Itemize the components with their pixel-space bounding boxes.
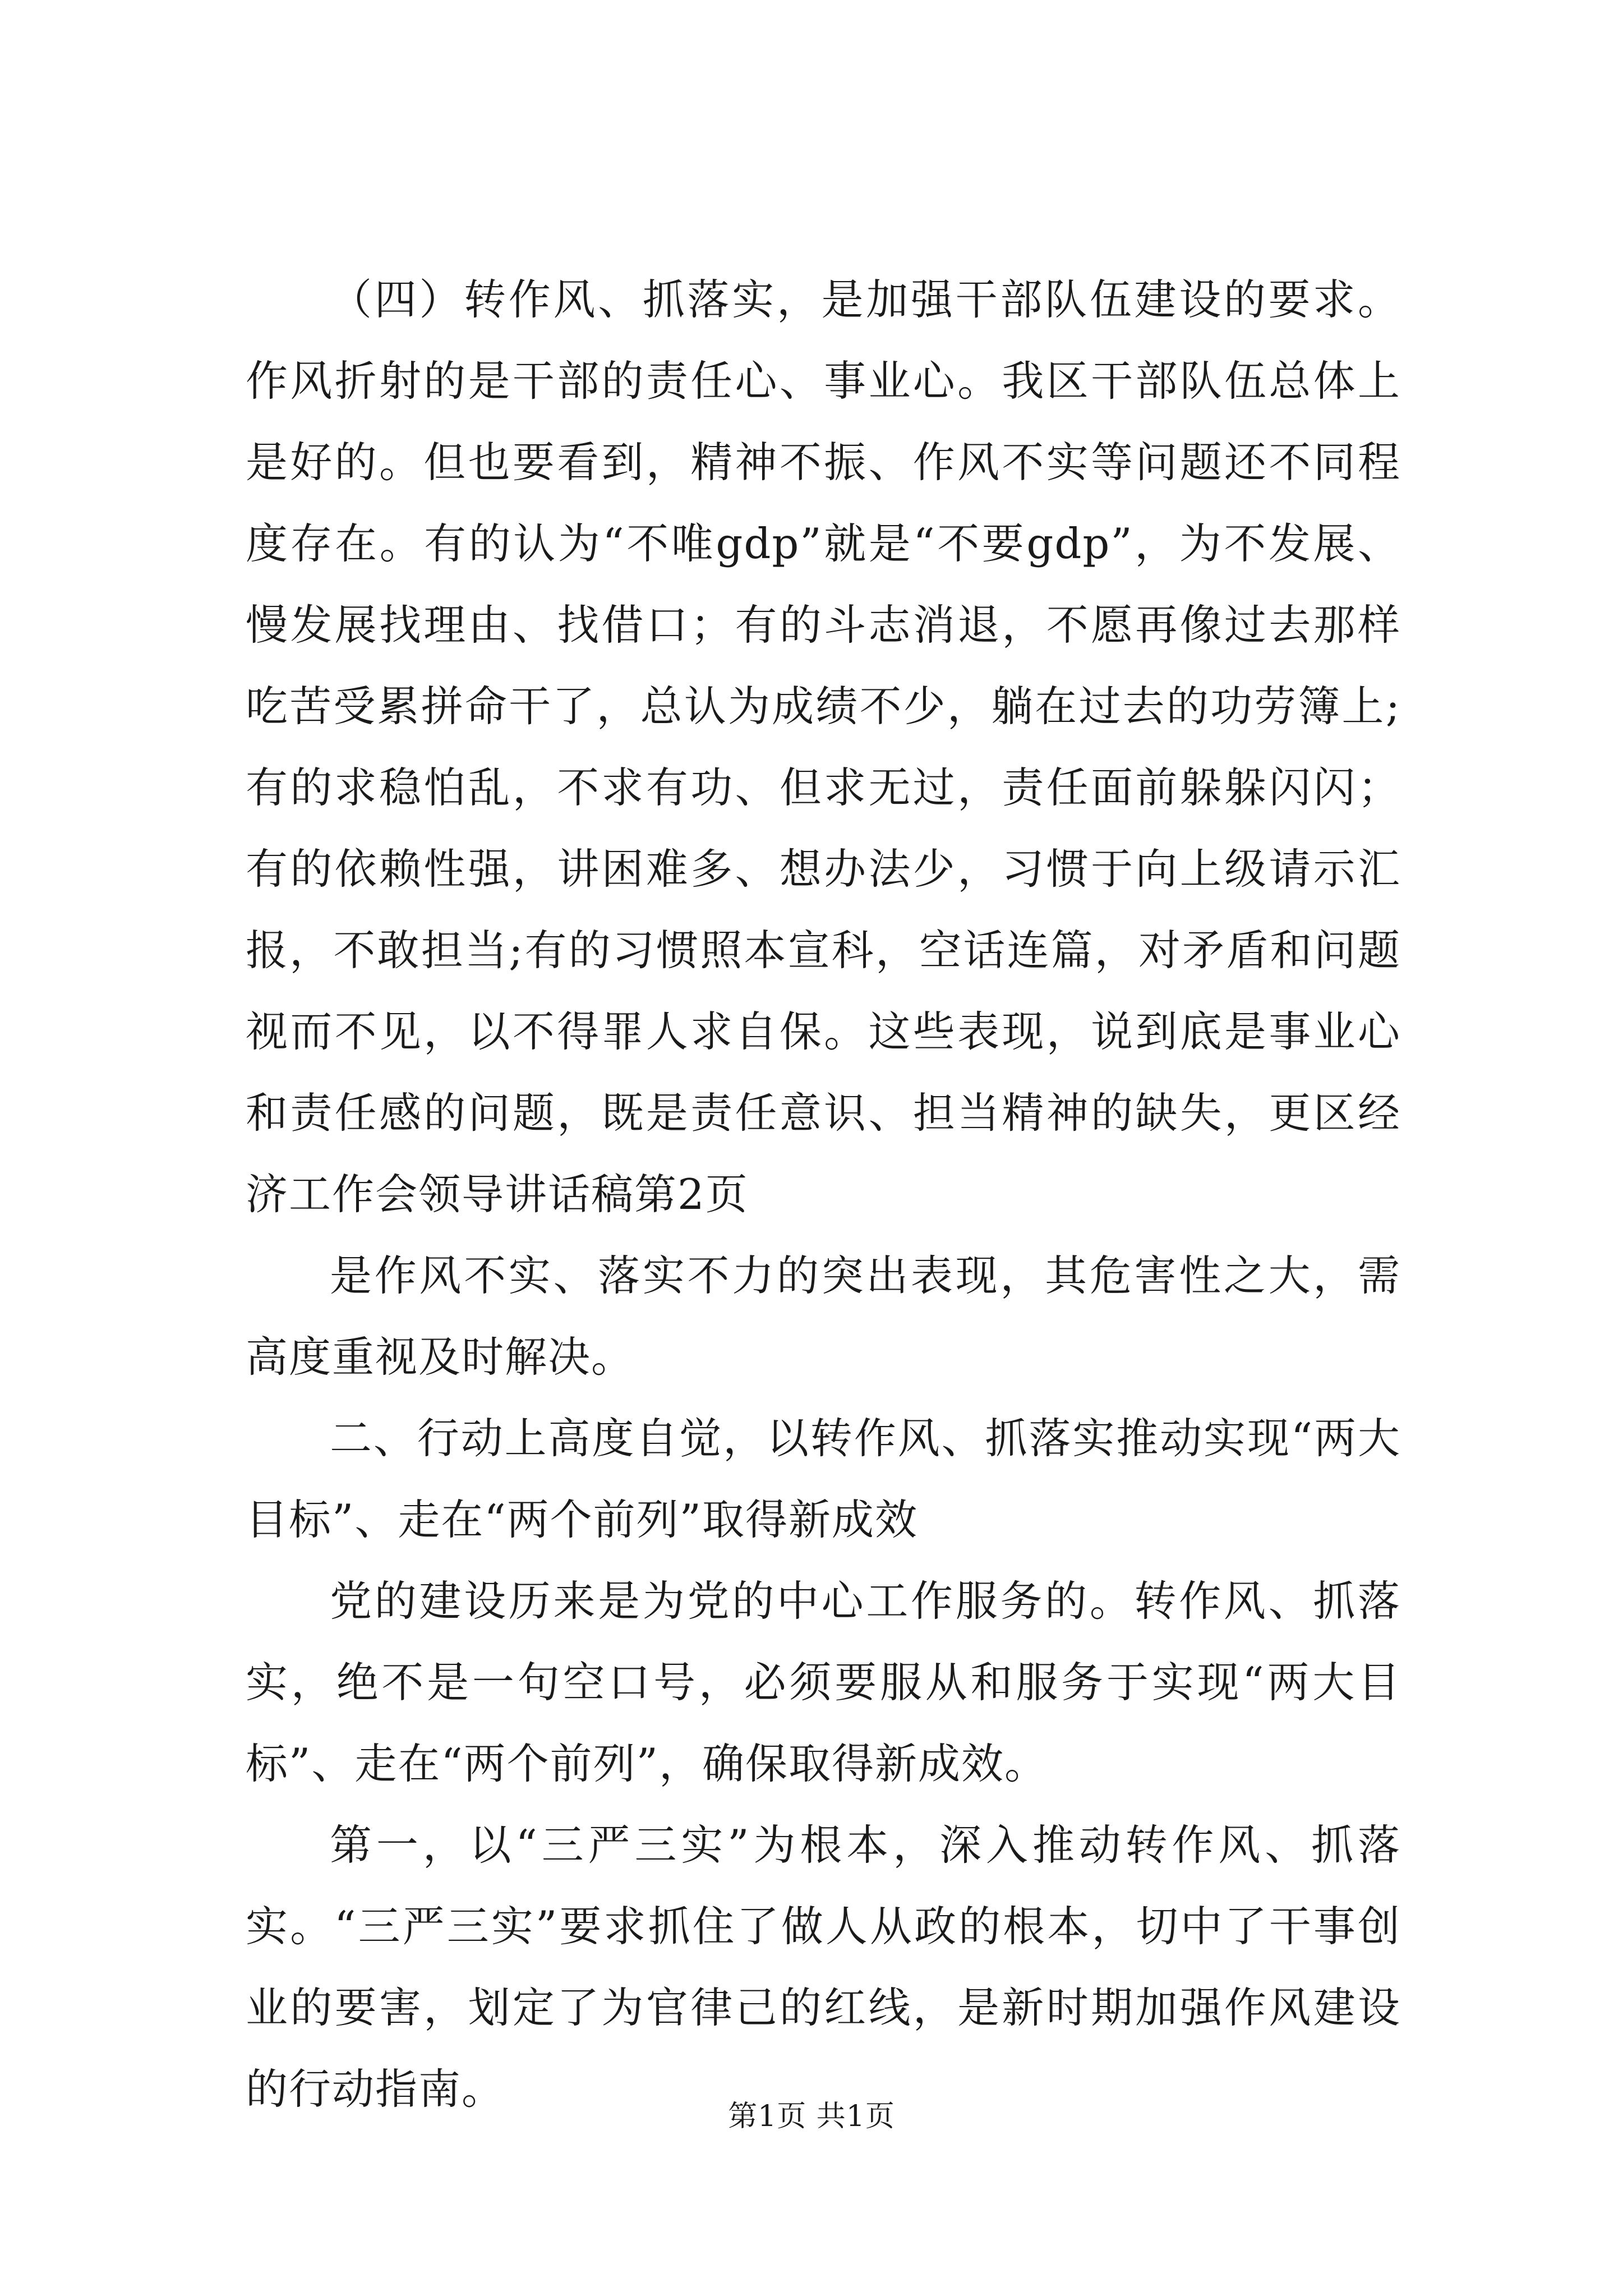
paragraph-3: 党的建设历来是为党的中心工作服务的。转作风、抓落实，绝不是一句空口号，必须要服从和服务于实现“两大目标”、走在“两个前列”，确保取得新成效。 [246, 1576, 1401, 1788]
document-body [246, 259, 1401, 2130]
paragraph-4: 第一，以“三严三实”为根本，深入推动转作风、抓落实。“三严三实”要求抓住了做人从政的根本，切中了干事创业的要害，划定了为官律己的红线，是新时期加强作风建设的行动指南。 [246, 1820, 1401, 2114]
section-heading: 二、行动上高度自觉，以转作风、抓落实推动实现“两大目标”、走在“两个前列”取得新成效 [246, 1414, 1401, 1544]
paragraph-2: 是作风不实、落实不力的突出表现，其危害性之大，需高度重视及时解决。 [246, 1251, 1401, 1382]
page-footer: 第1页 共1页 [728, 2100, 895, 2133]
paragraph-1: （四）转作风、抓落实，是加强干部队伍建设的要求。作风折射的是干部的责任心、事业心。我区干部队伍总体上是好的。但也要看到，精神不振、作风不实等问题还不同程度存在。有的认为“不唯gdp”就是“不要gdp”，为不发展、慢发展找理由、找借口；有的斗志消退，不愿再像过去那样吃苦受累拼命干了，总认为成绩不少，躺在过去的功劳簿上;有的求稳怕乱，不求有功、但求无过，责任面前躲躲闪闪；有的依赖性强，讲困难多、想办法少，习惯于向上级请示汇报，不敢担当;有的习惯照本宣科，空话连篇，对矛盾和问题视而不见，以不得罪人求自保。这些表现，说到底是事业心和责任感的问题，既是责任意识、担当精神的缺失，更区经济工作会领导讲话稿第2页 [246, 275, 1401, 1219]
